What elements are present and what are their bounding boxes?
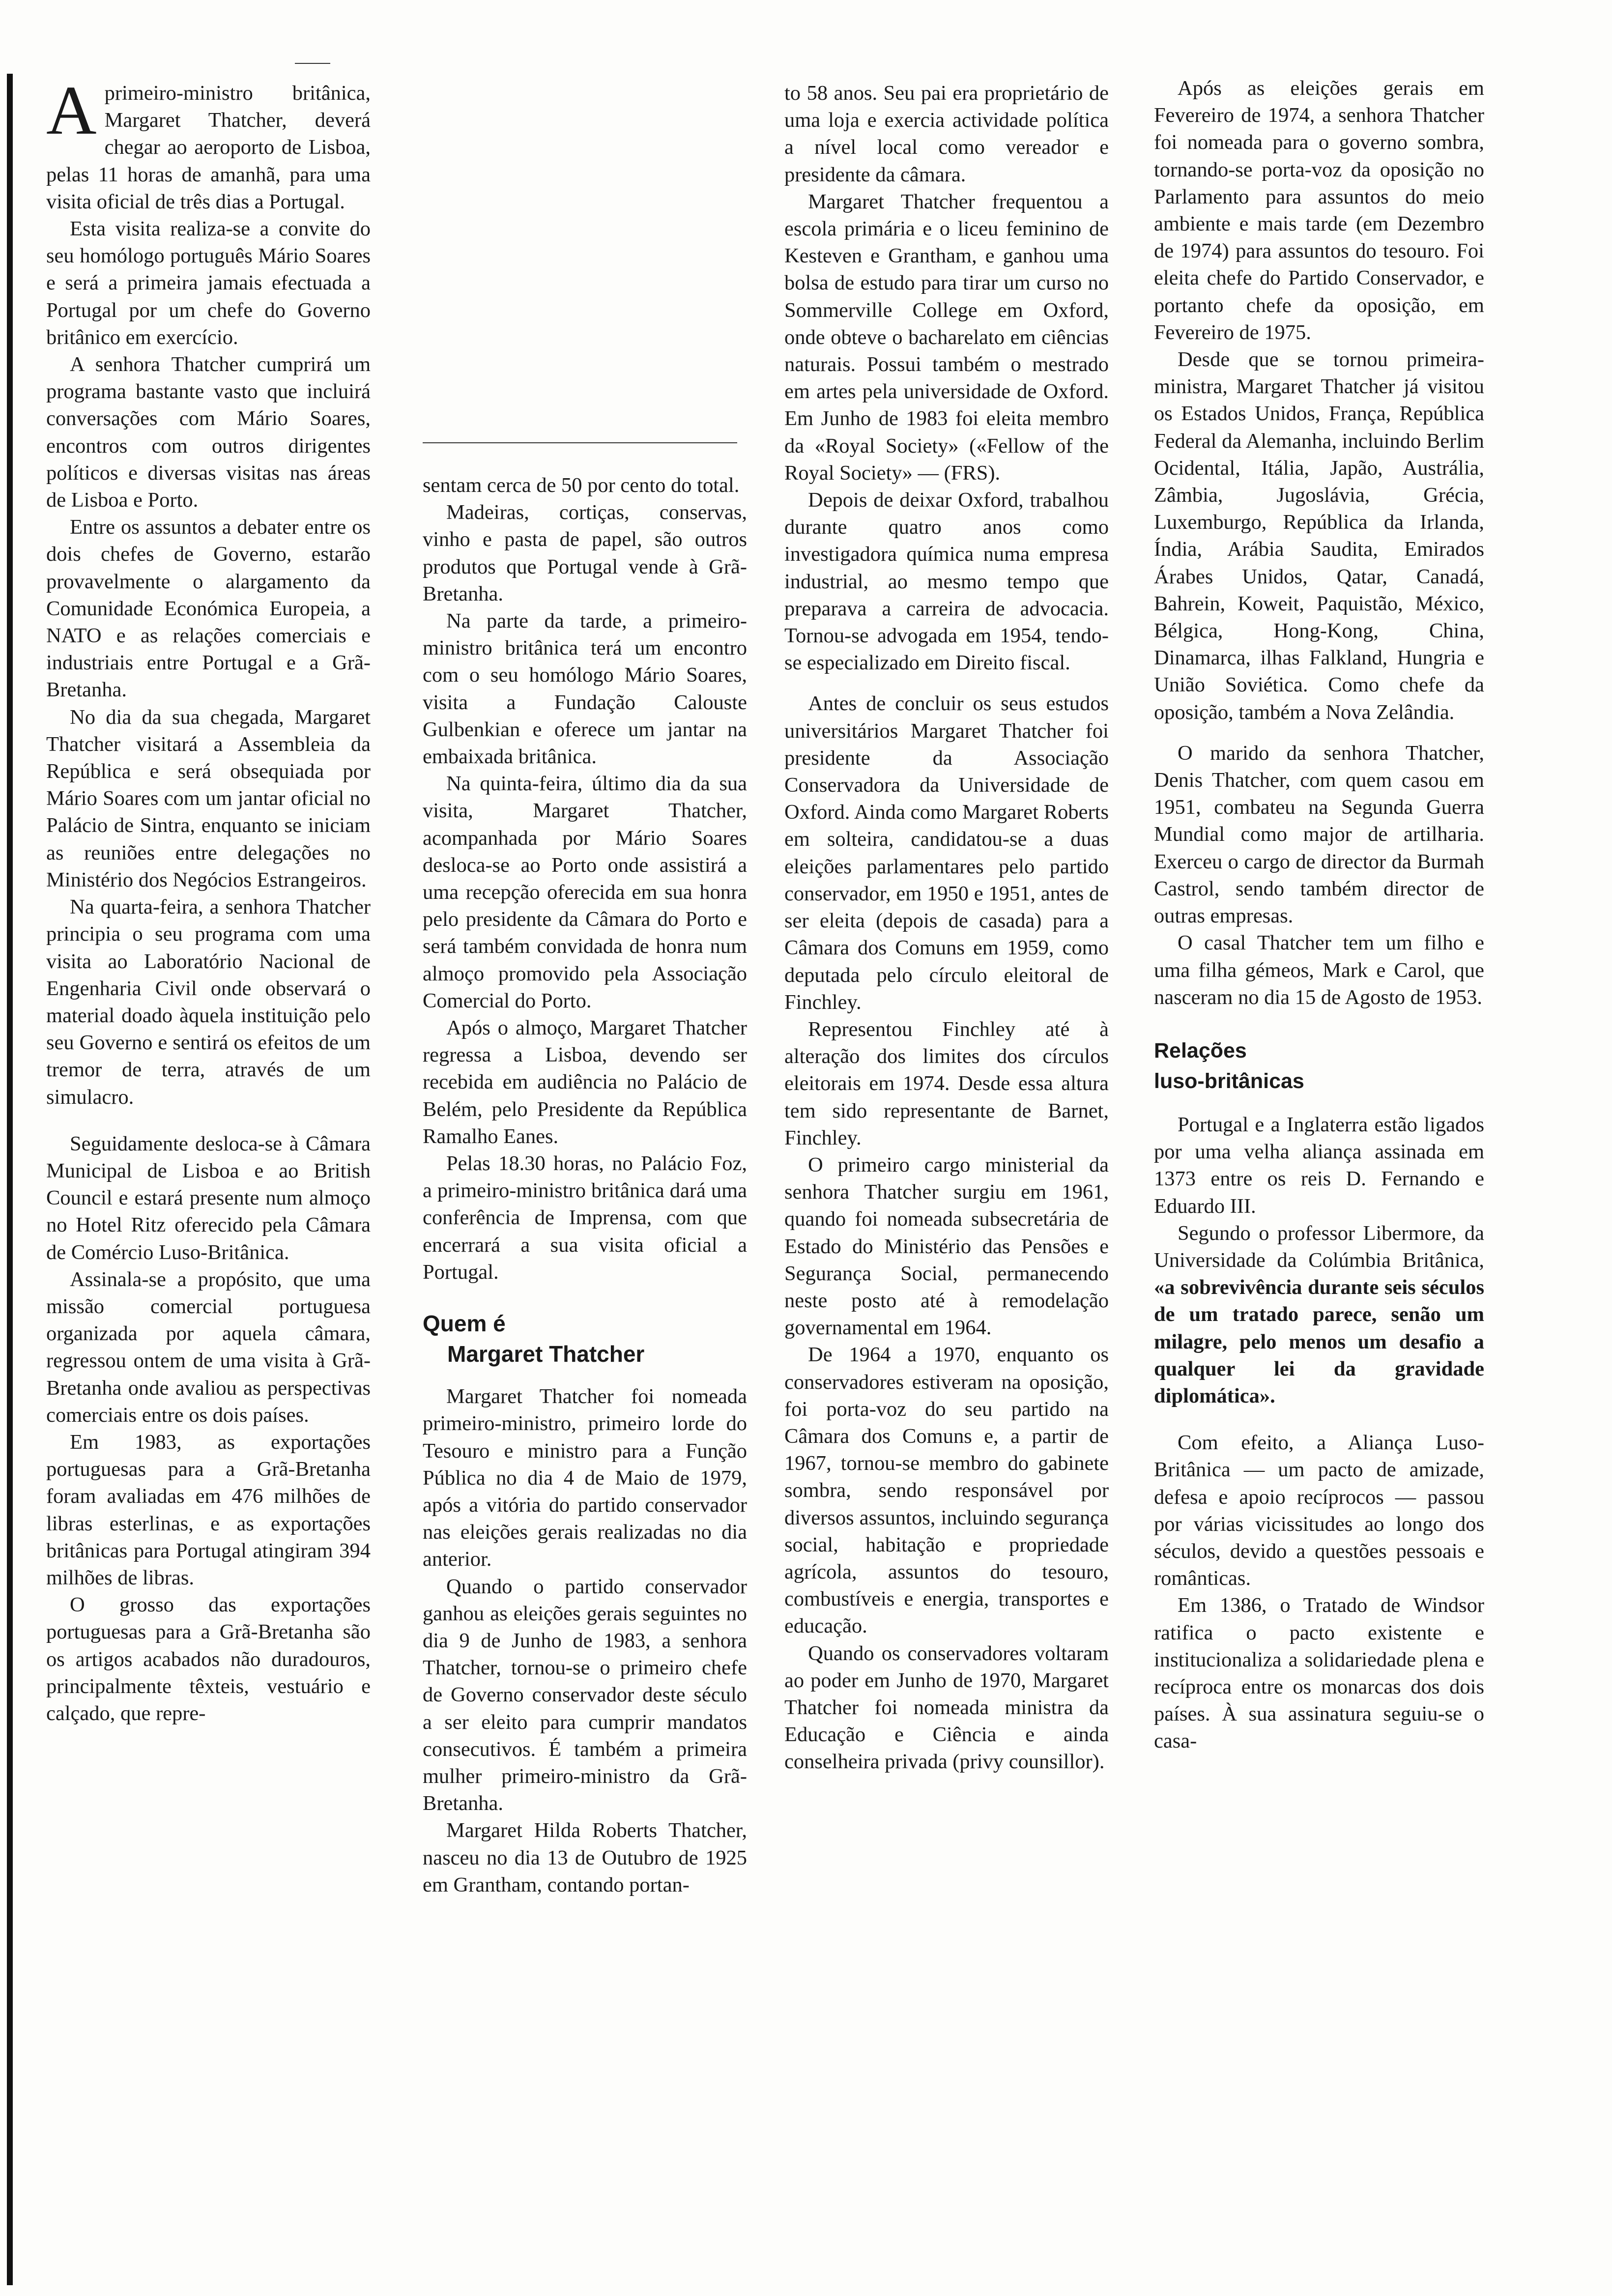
column-3 xyxy=(784,80,1109,1776)
left-margin-bar xyxy=(7,74,13,2285)
drop-cap: A xyxy=(46,71,97,149)
section-heading-quem: Quem é Margaret Thatcher xyxy=(423,1311,645,1367)
paragraph: Quando os conservadores voltaram ao poder em Junho de 1970, Margaret Thatcher foi nomeada ministra da Educação e Ciência e ainda conselheira privada (privy counsillor). xyxy=(784,1641,1109,1774)
paragraph: No dia da sua chegada, Margaret Thatcher visitará a Assembleia da República e será obsequiada por Mário Soares com um jantar oficial no Palácio de Sintra, enquanto se iniciam as reuniões entre delegações no Ministério dos Negócios Estrangeiros. xyxy=(46,705,371,891)
column-divider-rule xyxy=(423,442,737,443)
paragraph: to 58 anos. Seu pai era proprietário de uma loja e exercia actividade política a nível local como vereador e presidente da câmara. xyxy=(784,82,1109,186)
paragraph: Esta visita realiza-se a convite do seu homólogo português Mário Soares e será a primeira jamais efectuada a Portugal por um chefe do Governo britânico em exercício. xyxy=(46,217,371,349)
paragraph: Assinala-se a propósito, que uma missão comercial portuguesa organizada por aquela câmara, regressou ontem de uma visita à Grã-Bretanha onde avaliou as perspectivas comerciais entre os dois países. xyxy=(46,1267,371,1427)
paragraph: Em 1983, as exportações portuguesas para a Grã-Bretanha foram avaliadas em 476 milhões de libras esterlinas, e as exportações britânicas para Portugal atingiram 394 milhões de libras. xyxy=(46,1430,371,1589)
paragraph: Antes de concluir os seus estudos universitários Margaret Thatcher foi presidente da Associação Conservadora da Universidade de Oxford. Ainda como Margaret Roberts em solteira, candidatou-se a duas eleições parlamentares pelo partido conservador, em 1950 e 1951, antes de ser eleita (depois de casada) para a Câmara dos Comuns em 1959, como deputada pelo círculo eleitoral de Finchley. xyxy=(784,692,1109,1014)
column-4 xyxy=(1154,75,1484,1755)
paragraph: Entre os assuntos a debater entre os dois chefes de Governo, estarão provavelmente o alargamento da Comunidade Económica Europeia, a NATO e as relações comerciais e industriais entre Portugal e a Grã-Bretanha. xyxy=(46,516,371,702)
paragraph: Desde que se tornou primeira-ministra, Margaret Thatcher já visitou os Estados Unidos, França, República Federal da Alemanha, incluindo Berlim Ocidental, Itália, Japão, Austrália, Zâmbia, Jugoslávia, Grécia, Luxemburgo, República da Irlanda, Índia, Arábia Saudita, Emirados Árabes Unidos, Qatar, Canadá, Bahrein, Koweit, Paquistão, México, Bélgica, Hong-Kong, China, Dinamarca, ilhas Falkland, Hungria e União Soviética. Como chefe da oposição, também a Nova Zelândia. xyxy=(1154,348,1484,724)
column-1 xyxy=(46,71,371,1727)
paragraph: Madeiras, cortiças, conservas, vinho e pasta de papel, são outros produtos que Portugal vende à Grã-Bretanha. xyxy=(423,501,747,605)
paragraph: Margaret Thatcher frequentou a escola primária e o liceu feminino de Kesteven e Grantham, e ganhou uma bolsa de estudo para tirar um curso no Sommerville College em Oxford, onde obteve o bacharelato em ciências naturais. Possui também o mestrado em artes pela universidade de Oxford. Em Junho de 1983 foi eleita membro da «Royal Society» («Fellow of the Royal Society» — (FRS). xyxy=(784,190,1109,485)
paragraph: Na quarta-feira, a senhora Thatcher principia o seu programa com uma visita ao Laboratório Nacional de Engenharia Civil onde observará o material doado àquela instituição pelo seu Governo e sentirá os efeitos de um tremor de terra, através de um simulacro. xyxy=(46,895,371,1109)
paragraph: De 1964 a 1970, enquanto os conservadores estiveram na oposição, foi porta-voz do seu partido na Câmara dos Comuns e, a partir de 1967, tornou-se membro do gabinete sombra, sendo responsável por diversos assuntos, incluindo segurança social, habitação e propriedade agrícola, assuntos do tesouro, combustíveis e energia, transportes e educação. xyxy=(784,1343,1109,1638)
paragraph: Em 1386, o Tratado de Windsor ratifica o pacto existente e institucionaliza a solidariedade plena e recíproca entre os monarcas dos dois países. À sua assinatura seguiu-se o casa- xyxy=(1154,1594,1484,1753)
paragraph: Representou Finchley até à alteração dos limites dos círculos eleitorais em 1974. Desde essa altura tem sido representante de Barnet, Finchley. xyxy=(784,1017,1109,1149)
paragraph: O casal Thatcher tem um filho e uma filha gémeos, Mark e Carol, que nasceram no dia 15 de Agosto de 1953. xyxy=(1154,931,1484,1009)
paragraph: O primeiro cargo ministerial da senhora Thatcher surgiu em 1961, quando foi nomeada subsecretária de Estado do Ministério das Pensões e Segurança Social, permanecendo neste posto até à remodelação governamental em 1964. xyxy=(784,1153,1109,1340)
paragraph: Margaret Thatcher foi nomeada primeiro-ministro, primeiro lorde do Tesouro e ministro para a Função Pública no dia 4 de Maio de 1979, após a vitória do partido conservador nas eleições gerais realizadas no dia anterior. xyxy=(423,1385,747,1571)
paragraph: Na quinta-feira, último dia da sua visita, Margaret Thatcher, acompanhada por Mário Soares desloca-se ao Porto onde assistirá a uma recepção oferecida em sua honra pelo presidente da Câmara do Porto e será também convidada de honra num almoço promovido pela Associação Comercial do Porto. xyxy=(423,772,747,1012)
paragraph: Seguidamente desloca-se à Câmara Municipal de Lisboa e ao British Council e estará presente num almoço no Hotel Ritz oferecido pela Câmara de Comércio Luso-Britânica. xyxy=(46,1132,371,1264)
paragraph: A senhora Thatcher cumprirá um programa bastante vasto que incluirá conversações com Mário Soares, encontros com outros dirigentes políticos e diversas visitas nas áreas de Lisboa e Porto. xyxy=(46,353,371,512)
top-rule xyxy=(295,63,330,64)
paragraph: Após as eleições gerais em Fevereiro de 1974, a senhora Thatcher foi nomeada para o governo sombra, tornando-se porta-voz da oposição no Parlamento para assuntos do meio ambiente e mais tarde (em Dezembro de 1974) para assuntos do tesouro. Foi eleita chefe do Partido Conservador, e portanto chefe da oposição, em Fevereiro de 1975. xyxy=(1154,77,1484,344)
paragraph: Na parte da tarde, a primeiro-ministro britânica terá um encontro com o seu homólogo Mário Soares, visita a Fundação Calouste Gulbenkian e oferece um jantar na embaixada britânica. xyxy=(423,609,747,769)
quote-text: «a sobrevivência durante seis séculos de um tratado parece, senão um milagre, pelo menos um desafio a qualquer lei da gravidade diplomática». xyxy=(1154,1276,1484,1407)
paragraph: Depois de deixar Oxford, trabalhou durante quatro anos como investigadora química numa empresa industrial, ao mesmo tempo que preparava a carreira de advocacia. Tornou-se advogada em 1954, tendo-se especializado em Direito fiscal. xyxy=(784,488,1109,675)
paragraph: sentam cerca de 50 por cento do total. xyxy=(423,474,740,497)
paragraph: O grosso das exportações portuguesas para a Grã-Bretanha são os artigos acabados não duradouros, principalmente têxteis, vestuário e calçado, que repre- xyxy=(46,1593,371,1725)
lead-paragraph: Aprimeiro-ministro britânica, Margaret Thatcher, deverá chegar ao aeroporto de Lisboa, pelas 11 horas de amanhã, para uma visita oficial de três dias a Portugal. xyxy=(46,71,371,213)
paragraph: O marido da senhora Thatcher, Denis Thatcher, com quem casou em 1951, combateu na Segunda Guerra Mundial como major de artilharia. Exerceu o cargo de director da Burmah Castrol, sendo também director de outras empresas. xyxy=(1154,741,1484,928)
paragraph: Após o almoço, Margaret Thatcher regressa a Lisboa, devendo ser recebida em audiência no Palácio de Belém, pelo Presidente da República Ramalho Eanes. xyxy=(423,1016,747,1148)
paragraph: Com efeito, a Aliança Luso-Britânica — um pacto de amizade, defesa e apoio recíprocos — passou por várias vicissitudes ao longo dos séculos, devido a questões pessoais e românticas. xyxy=(1154,1431,1484,1590)
paragraph: Quando o partido conservador ganhou as eleições gerais seguintes no dia 9 de Junho de 1983, a senhora Thatcher, tornou-se o primeiro chefe de Governo conservador deste século a ser eleito para cumprir mandatos consecutivos. É também a primeira mulher primeiro-ministro da Grã-Bretanha. xyxy=(423,1575,747,1815)
paragraph: Portugal e a Inglaterra estão ligados por uma velha aliança assinada em 1373 entre os reis D. Fernando e Eduardo III. xyxy=(1154,1113,1484,1218)
quote-paragraph: Segundo o professor Libermore, da Universidade da Colúmbia Britânica, «a sobrevivência durante seis séculos de um tratado parece, senão um milagre, pelo menos um desafio a qualquer lei da gravidade diplomática». xyxy=(1154,1221,1484,1407)
section-heading-relacoes: Relações luso-britânicas xyxy=(1154,1038,1304,1093)
paragraph: Pelas 18.30 horas, no Palácio Foz, a primeiro-ministro britânica dará uma conferência de Imprensa, com que encerrará a sua visita oficial a Portugal. xyxy=(423,1152,747,1284)
paragraph: Margaret Hilda Roberts Thatcher, nasceu no dia 13 de Outubro de 1925 em Grantham, contando portan- xyxy=(423,1819,747,1896)
column-2 xyxy=(423,472,747,1898)
